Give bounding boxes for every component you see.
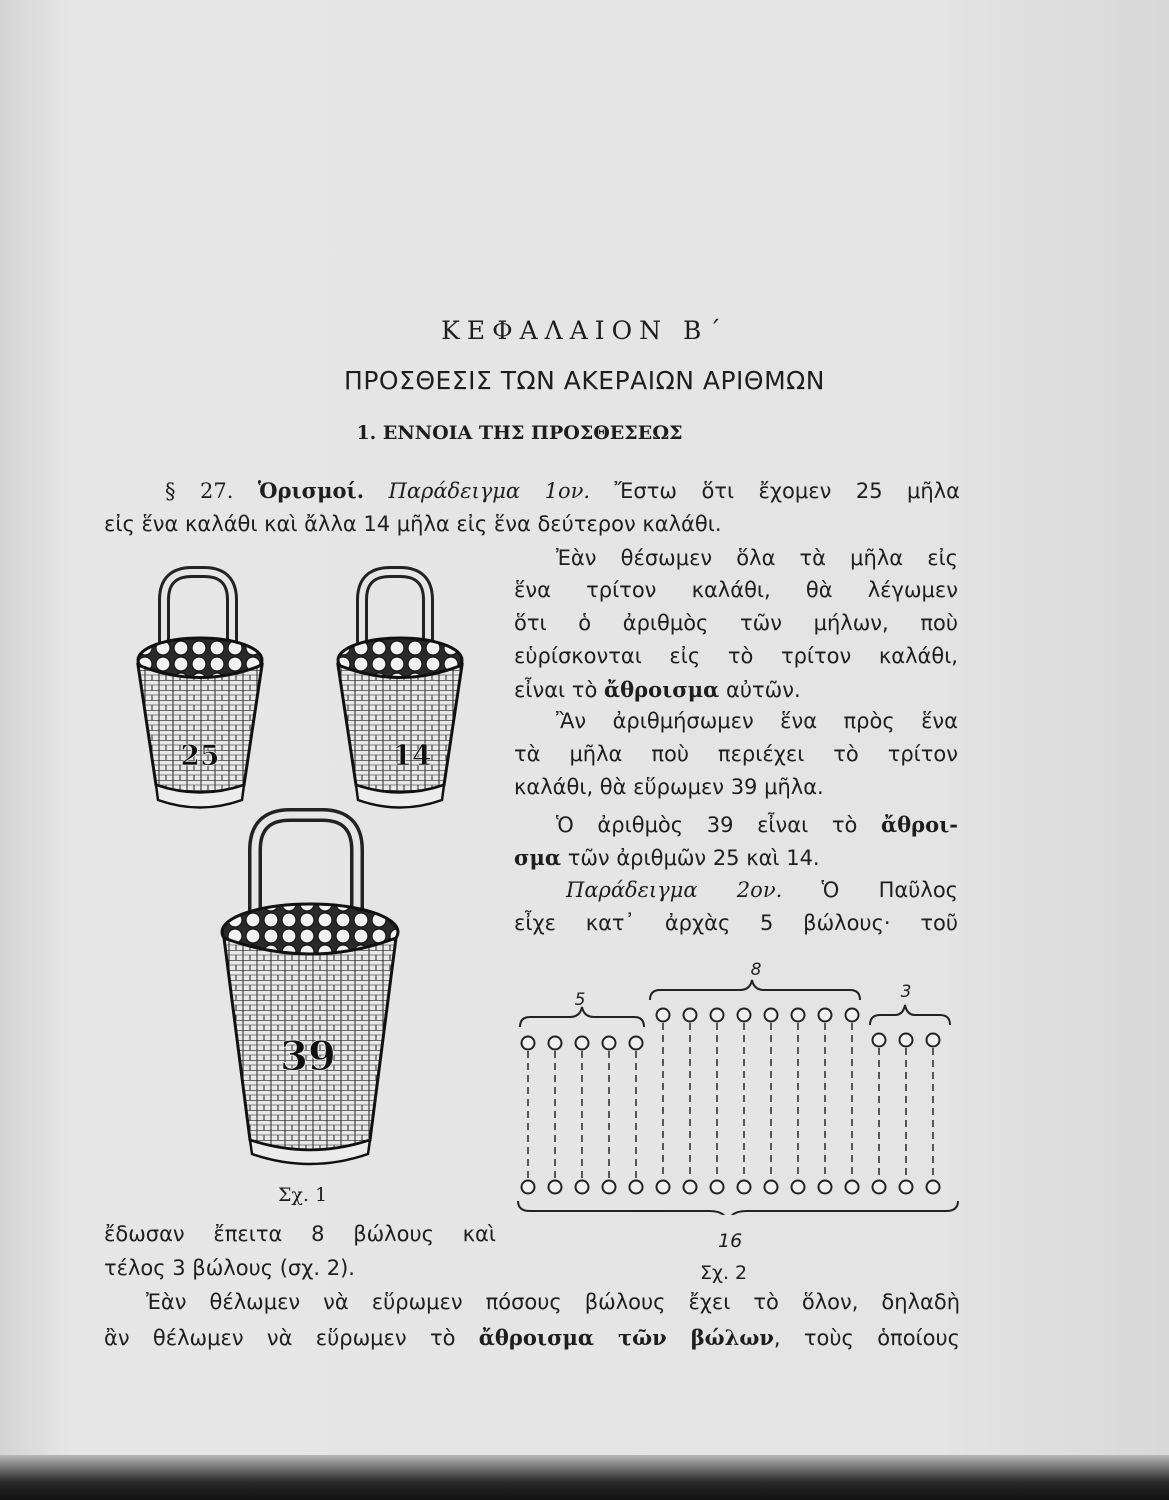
section-heading: Ὁρισμοί. <box>257 478 365 503</box>
marble-top <box>900 1034 913 1047</box>
term-sum-2b: σμα <box>514 845 562 870</box>
para5-line1 <box>566 878 958 902</box>
para2-line2: ἕνα τρίτον καλάθι, θὰ λέγωμεν <box>514 578 958 602</box>
term-sum-1: ἄθροισμα <box>604 677 720 702</box>
para7-text2c: , τοὺς ὁποίους <box>773 1326 960 1350</box>
para1-line1 <box>165 478 960 503</box>
marble-bottom <box>603 1181 616 1194</box>
figure-2-caption: Σχ. 2 <box>700 1262 748 1284</box>
scan-bottom-edge <box>0 1455 1169 1500</box>
label-group-8: 8 <box>750 960 762 980</box>
figure-1-baskets <box>100 560 520 1210</box>
label-group-5: 5 <box>574 990 586 1010</box>
basket-14-label: 14 <box>392 739 432 772</box>
para1-line2: εἰς ἕνα καλάθι καὶ ἄλλα 14 μῆλα εἰς ἕνα δεύτερον καλάθι. <box>104 512 722 536</box>
marble-bottom <box>819 1181 832 1194</box>
marble-bottom <box>765 1181 778 1194</box>
brace-total-right <box>728 1201 958 1215</box>
figure-2-marbles <box>510 955 970 1215</box>
para2-line1: Ἐὰν θέσωμεν ὅλα τὰ μῆλα εἰς <box>556 546 958 570</box>
marble-bottom <box>522 1181 535 1194</box>
para7-line1: Ἐὰν θέλωμεν νὰ εὕρωμεν πόσους βώλους ἔχει τὸ ὅλον, δηλαδὴ <box>146 1290 960 1314</box>
para4-text1a: Ὁ ἀριθμὸς 39 εἶναι τὸ <box>556 813 858 837</box>
para6-line1: ἔδωσαν ἔπειτα 8 βώλους καὶ <box>104 1222 496 1246</box>
para3-line3: καλάθι, θὰ εὕρωμεν 39 μῆλα. <box>514 775 824 799</box>
brace-total-left <box>518 1201 728 1215</box>
marble-bottom <box>576 1181 589 1194</box>
marble-bottom <box>711 1181 724 1194</box>
basket-25 <box>138 572 262 808</box>
marble-bottom <box>738 1181 751 1194</box>
para6-line2: τέλος 3 βώλους (σχ. 2). <box>104 1256 355 1280</box>
marble-bottom <box>657 1181 670 1194</box>
marble-top <box>927 1034 940 1047</box>
para2-line4: εὑρίσκονται εἰς τὸ τρίτον καλάθι, <box>514 644 958 668</box>
para1-text1: Ἔστω ὅτι ἔχομεν 25 μῆλα <box>614 479 960 503</box>
basket-14 <box>338 572 462 808</box>
para3-line1: Ἂν ἀριθμήσωμεν ἕνα πρὸς ἕνα <box>556 709 958 733</box>
marble-bottom <box>846 1181 859 1194</box>
marble-bottom <box>684 1181 697 1194</box>
marble-top <box>819 1009 832 1022</box>
marble-top <box>657 1009 670 1022</box>
basket-39 <box>222 815 398 1164</box>
marble-top <box>630 1037 643 1050</box>
para4-line2 <box>514 845 820 870</box>
marble-top <box>711 1009 724 1022</box>
marble-top <box>522 1037 535 1050</box>
para7-line2 <box>104 1325 960 1350</box>
marble-bottom <box>927 1181 940 1194</box>
para5-line2: εἶχε κατ᾽ ἀρχὰς 5 βώλους· τοῦ <box>514 911 958 935</box>
marble-columns <box>522 1009 940 1194</box>
marble-top <box>684 1009 697 1022</box>
marble-top <box>603 1037 616 1050</box>
marble-top <box>738 1009 751 1022</box>
subject-title: ΠΡΟΣΘΕΣΙΣ ΤΩΝ ΑΚΕΡΑΙΩΝ ΑΡΙΘΜΩΝ <box>344 366 825 395</box>
para2-text5a: εἶναι τὸ <box>514 678 598 702</box>
para4-line1 <box>556 812 958 837</box>
example-label-1: Παράδειγμα 1ον. <box>388 479 591 503</box>
figure-1-caption: Σχ. 1 <box>278 1184 328 1206</box>
chapter-title: ΚΕΦΑΛΑΙΟΝ Β΄ <box>441 316 728 345</box>
marble-top <box>549 1037 562 1050</box>
marble-bottom <box>549 1181 562 1194</box>
brace-group-3 <box>870 1005 950 1025</box>
para2-line3: ὅτι ὁ ἀριθμὸς τῶν μήλων, ποὺ <box>514 611 958 635</box>
marble-bottom <box>900 1181 913 1194</box>
marble-top <box>576 1037 589 1050</box>
brace-group-8 <box>650 980 860 1000</box>
section-title: 1. ΕΝΝΟΙΑ ΤΗΣ ΠΡΟΣΘΕΣΕΩΣ <box>356 422 683 444</box>
basket-25-label: 25 <box>180 739 220 772</box>
brace-group-5 <box>520 1007 644 1027</box>
term-sum-3: ἄθροισμα τῶν βώλων <box>478 1325 774 1350</box>
section-number: § 27. <box>165 479 234 503</box>
marble-top <box>846 1009 859 1022</box>
marble-bottom <box>792 1181 805 1194</box>
para2-text5c: αὐτῶν. <box>726 678 801 702</box>
marble-bottom <box>873 1181 886 1194</box>
marble-top <box>765 1009 778 1022</box>
para2-line5 <box>514 677 801 702</box>
label-group-3: 3 <box>900 982 912 1002</box>
basket-39-label: 39 <box>280 1033 336 1080</box>
para3-line2: τὰ μῆλα ποὺ περιέχει τὸ τρίτον <box>514 742 958 766</box>
para5-text1: Ὁ Παῦλος <box>821 878 958 902</box>
example-label-2: Παράδειγμα 2ον. <box>566 878 783 902</box>
para7-text2a: ἂν θέλωμεν νὰ εὕρωμεν τὸ <box>104 1326 456 1350</box>
marble-bottom <box>630 1181 643 1194</box>
term-sum-2a: ἄθροι- <box>880 812 958 837</box>
marble-top <box>873 1034 886 1047</box>
label-total-16: 16 <box>718 1230 743 1252</box>
marble-top <box>792 1009 805 1022</box>
para4-text2b: τῶν ἀριθμῶν 25 καὶ 14. <box>567 846 820 870</box>
